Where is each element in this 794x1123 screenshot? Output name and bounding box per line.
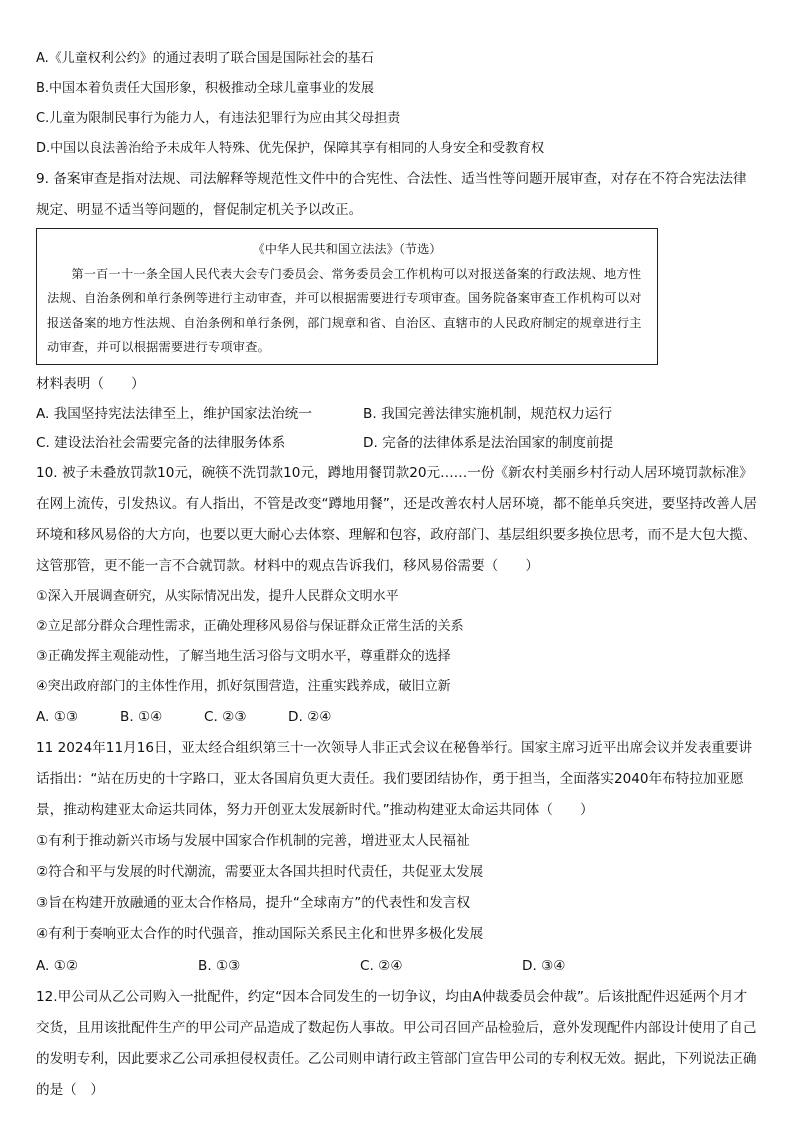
q9-options-row-1 [36, 400, 758, 429]
question-11 [36, 733, 758, 982]
q8-options [36, 44, 758, 164]
question-10 [36, 458, 758, 733]
q9-option-b: B. 我国完善法律实施机制，规范权力运行 [363, 405, 613, 422]
q9-option-c: C. 建设法治社会需要完备的法律服务体系 [36, 434, 286, 451]
q8-option-c: C.儿童为限制民事行为能力人，有违法犯罪行为应由其父母担责 [36, 111, 401, 126]
q10-option-a: A. ①③ [36, 708, 79, 725]
q10-options [36, 702, 758, 733]
q8-option-b: B.中国本着负责任大国形象，积极推动全球儿童事业的发展 [36, 81, 375, 96]
q10-item-3: ③正确发挥主观能动性，了解当地生活习俗与文明水平，尊重群众的选择 [36, 648, 451, 664]
q9-prompt: 材料表明（ ） [36, 375, 145, 392]
q11-item-4: ④有利于奏响亚太合作的时代强音，推动国际关系民主化和世界多极化发展 [36, 925, 484, 942]
question-9 [36, 164, 758, 458]
q11-item-3: ③旨在构建开放融通的亚太合作格局，提升“全球南方”的代表性和发言权 [36, 894, 471, 911]
q11-option-a: A. ①② [36, 957, 79, 974]
question-12 [36, 982, 758, 1106]
exam-page [36, 44, 758, 1106]
q9-options-row-2 [36, 429, 758, 458]
q10-item-1: ①深入开展调查研究，从实际情况出发，提升人民群众文明水平 [36, 588, 399, 604]
q11-item-2: ②符合和平与发展的时代潮流，需要亚太各国共担时代责任，共促亚太发展 [36, 863, 484, 880]
q10-item-2: ②立足部分群众合理性需求，正确处理移风易俗与保证群众正常生活的关系 [36, 618, 464, 634]
q10-item-4: ④突出政府部门的主体性作用，抓好氛围营造，注重实践养成，破旧立新 [36, 678, 451, 694]
q11-option-c: C. ②④ [360, 957, 403, 974]
q9-excerpt-text: 第一百一十一条全国人民代表大会专门委员会、常务委员会工作机构可以对报送备案的行政法规、地方性法规、自治条例和单行条例等进行主动审查，并可以根据需要进行专项审查。国务院备案审查工作机构可以对报送备案的地方性法规、自治条例和单行条例，部门规章和省、自治区、直辖市的人民政府制定的规章进行主动审查，并可以根据需要进行专项审查。 [47, 266, 642, 354]
q9-option-a: A. 我国坚持宪法法律至上，维护国家法治统一 [36, 405, 312, 422]
q8-option-a: A.《儿童权利公约》的通过表明了联合国是国际社会的基石 [36, 51, 374, 66]
q10-option-c: C. ②③ [204, 708, 247, 725]
q11-item-1: ①有利于推动新兴市场与发展中国家合作机制的完善，增进亚太人民福祉 [36, 832, 470, 849]
q10-stem: 10. 被子未叠放罚款10元，碗筷不洗罚款10元，蹲地用餐罚款20元……一份《新农村美丽乡村行动人居环境罚款标准》在网上流传，引发热议。有人指出，不管是改变“蹲地用餐”，还是改善农村人居环境，都不能单兵突进，要坚持改善人居环境和移风易俗的大方向，也要以更大耐心去体察、理解和包容，政府部门、基层组织要多换位思考，而不是大包大揽、这管那管，更不能一言不合就罚款。材料中的观点告诉我们，移风易俗需要（ ） [36, 464, 757, 574]
q9-excerpt-box [36, 228, 658, 365]
q10-option-d: D. ②④ [288, 708, 332, 725]
q11-option-d: D. ③④ [522, 957, 566, 974]
q11-stem: 11 2024年11月16日，亚太经合组织第三十一次领导人非正式会议在秘鲁举行。国家主席习近平出席会议并发表重要讲话指出：“站在历史的十字路口，亚太各国肩负更大责任。我们要团结协作，勇于担当，全面落实2040年布特拉加亚愿景，推动构建亚太命运共同体，努力开创亚太发展新时代。”推动构建亚太命运共同体（ ） [36, 739, 753, 818]
q9-excerpt-title: 《中华人民共和国立法法》（节选） [252, 242, 442, 256]
q10-option-b: B. ①④ [120, 708, 163, 725]
q9-option-d: D. 完备的法律体系是法治国家的制度前提 [363, 434, 614, 451]
q8-option-d: D.中国以良法善治给予未成年人特殊、优先保护，保障其享有相同的人身安全和受教育权 [36, 141, 545, 156]
q12-stem: 12.甲公司从乙公司购入一批配件，约定“因本合同发生的一切争议，均由A仲裁委员会仲裁”。后该批配件迟延两个月才交货，且用该批配件生产的甲公司产品造成了数起伤人事故。甲公司召回产品检验后，意外发现配件内部设计使用了自己的发明专利，因此要求乙公司承担侵权责任。乙公司则申请行政主管部门宣告甲公司的专利权无效。据此，下列说法正确的是（ ） [36, 988, 757, 1098]
q9-stem: 9. 备案审查是指对法规、司法解释等规范性文件中的合宪性、合法性、适当性等问题开展审查，对存在不符合宪法法律规定、明显不适当等问题的，督促制定机关予以改正。 [36, 171, 747, 218]
q11-options [36, 950, 758, 982]
q11-option-b: B. ①③ [198, 957, 241, 974]
